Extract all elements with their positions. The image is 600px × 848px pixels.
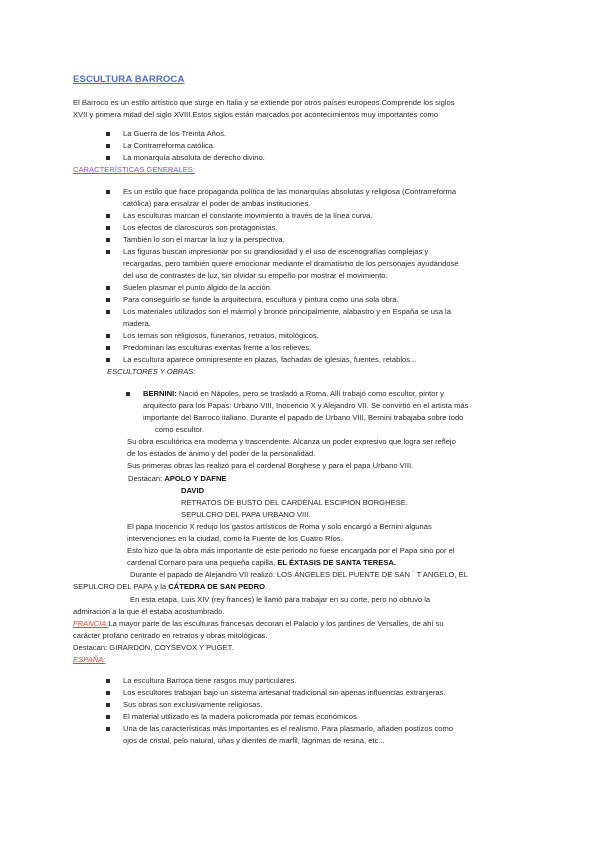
- bullet-icon: [106, 132, 110, 136]
- bernini-bio-line: como escultor.: [155, 425, 204, 434]
- bullet-icon: [106, 298, 110, 302]
- list-item: Los escultores trabajan bajo un sistema artesanal tradicional sin apenas influencias extranjeras.: [123, 688, 446, 697]
- list-item: El material utilizado es la madera policromada por temas económicos.: [123, 712, 359, 721]
- bernini-name: BERNINI:: [143, 389, 177, 398]
- bullet-icon: [106, 703, 110, 707]
- louis-line: En esta etapa, Luis XIV (rey francés) le llamó para trabajar en su corte, pero no obtuvo la: [130, 595, 431, 604]
- bullet-icon: [106, 334, 110, 338]
- cornaro-line: [127, 557, 396, 568]
- sculptors-heading: ESCULTORES Y OBRAS:: [107, 367, 196, 376]
- list-item: Las esculturas marcan el constante movimiento a través de la línea curva.: [123, 211, 373, 220]
- bullet-icon: [106, 679, 110, 683]
- bullet-icon: [106, 226, 110, 230]
- period: .: [265, 582, 268, 591]
- bernini-work-line: de los estados de ánimo y del poder de la personalidad.: [127, 449, 316, 458]
- bullet-icon: [106, 214, 110, 218]
- ecstasy-title: EL ÉXTASIS DE SANTA TERESA.: [277, 558, 397, 567]
- list-item: La escultura Barroca tiene rasgos muy particulares.: [123, 676, 297, 685]
- bernini-innocent-line: intervenciones en la ciudad, como la Fuente de los Cuatro Ríos.: [127, 534, 343, 543]
- list-item: Predominan las esculturas exentas frente a los relieves.: [123, 343, 312, 352]
- intro-line: El Barroco es un estilo artístico que surge en Italia y se extiende por otros países europeos.Comprende los siglos: [73, 98, 455, 107]
- highlight-label: Destacan:: [128, 474, 163, 483]
- france-text: La mayor parte de las esculturas francesas decoran el Palacio y los jardines de Versalles, de ahí su: [108, 619, 444, 628]
- france-heading[interactable]: FRANCIA:: [73, 619, 109, 628]
- bullet-icon: [106, 715, 110, 719]
- list-item: ojos de cristal, pelo natural, uñas y dientes de marfil, lágrimas de resina, etc...: [123, 736, 385, 745]
- list-item: Las figuras buscan impresionar por su grandiosidad y el uso de escenografías complejas y: [123, 247, 429, 256]
- list-item: Para conseguirlo se funde la arquitectura, escultura y pintura como una sola obra.: [123, 295, 399, 304]
- alexander-line: Durante el papado de Alejandro VII realizó: LOS ÁNGELES DEL PUENTE DE SAN ´ T ANGELO, EL: [130, 570, 468, 579]
- bullet-icon: [106, 144, 110, 148]
- list-item: La Guerra de los Treinta Años.: [123, 129, 226, 138]
- tomb-text: SEPULCRO DEL PAPA y la: [73, 582, 167, 591]
- work-title: SEPULCRO DEL PAPA URBANO VIII.: [181, 510, 311, 519]
- list-item: La escultura aparece omnipresente en plazas, fachadas de iglesias, fuentes, retablos...: [123, 355, 417, 364]
- list-item: Los materiales utilizados son el mármol y bronce principalmente, alabastro y en España se usa la: [123, 307, 451, 316]
- bernini-innocent-line: Esto hizo que la obra más importante de este periodo no fuese encargada por el Papa sino por el: [127, 546, 455, 555]
- list-item: Una de las características más importantes es el realismo. Para plasmarlo, añaden postizos como: [123, 724, 454, 733]
- bernini-entry: [143, 388, 444, 399]
- bernini-bio-line: Nació en Nápoles, pero se trasladó a Roma. Allí trabajó como escultor, pintor y: [178, 389, 444, 398]
- spain-heading[interactable]: ESPAÑA:: [73, 655, 106, 664]
- bullet-icon: [106, 727, 110, 731]
- list-item: Los efectos de claroscuros son protagonistas.: [123, 223, 278, 232]
- bullet-icon: [106, 286, 110, 290]
- bernini-work-line: Su obra escultórica era moderna y trascendente. Alcanza un poder expresivo que logra ser reflejo: [127, 437, 456, 446]
- list-item: Es un estilo que hace propaganda política de las monarquías absolutas y religiosa (Contrarreforma: [123, 187, 457, 196]
- list-item: También lo son el marcar la luz y la perspectiva.: [123, 235, 285, 244]
- document-title: ESCULTURA BARROCA: [73, 74, 185, 85]
- bernini-bio-line: arquitecto para los Papas: Urbano VIII, Inocencio X y Alejandro VII. Se convirtió en el artista más: [143, 401, 469, 410]
- work-title: RETRATOS DE BUSTO DEL CARDENAL ESCIPION BORGHESE.: [181, 498, 408, 507]
- bernini-bio-line: importante del Barroco italiano. Durante el papado de Urbano VIII, Bernini trabajaba sobre todo: [143, 413, 464, 422]
- highlight-line: [128, 473, 227, 484]
- cornaro-text: cardenal Cornaro para una pequeña capilla,: [127, 558, 276, 567]
- france-text: carácter profano centrado en retratos y obras mitológicas.: [73, 631, 268, 640]
- bullet-icon: [106, 310, 110, 314]
- work-title: APOLO Y DAFNE: [164, 474, 227, 483]
- bullet-icon: [106, 346, 110, 350]
- louis-line: admiración a la que él estaba acostumbrado.: [73, 607, 225, 616]
- list-item: madera.: [123, 319, 151, 328]
- bullet-icon: [106, 358, 110, 362]
- bullet-icon: [106, 250, 110, 254]
- general-heading[interactable]: CARACTERÍSTICAS GENERALES:: [73, 165, 195, 174]
- list-item: Sus obras son exclusivamente religiosas.: [123, 700, 263, 709]
- list-item: recargadas, pero también quiere emocionar mediante el dramatismo de los personajes ayudándose: [123, 259, 459, 268]
- bullet-icon: [106, 156, 110, 160]
- bullet-icon: [106, 190, 110, 194]
- bullet-icon: [126, 392, 130, 396]
- bernini-innocent-line: El papa Inocencio X redujo los gastos artísticos de Roma y solo encargó a Bernini algunas: [127, 522, 432, 531]
- list-item: La Contrarreforma católica.: [123, 141, 216, 150]
- france-text: Destacan: GIRARDON, COYSEVOX Y PUGET.: [73, 643, 234, 652]
- bullet-icon: [106, 691, 110, 695]
- cathedra-line: [73, 581, 267, 592]
- intro-line: XVII y primera mitad del siglo XVIII.Estos siglos están marcados por acontecimientos muy importantes como: [73, 110, 439, 119]
- bullet-icon: [106, 238, 110, 242]
- list-item: católica) para ensalzar el poder de ambas instituciones.: [123, 199, 311, 208]
- work-title: DAVID: [181, 486, 205, 495]
- list-item: La monarquía absoluta de derecho divino.: [123, 153, 265, 162]
- list-item: Suelen plasmar el punto álgido de la acción.: [123, 283, 273, 292]
- list-item: del uso de contrastes de luz, sin olvidar su empeño por mostrar el movimiento.: [123, 271, 388, 280]
- france-line: [73, 618, 444, 629]
- list-item: Los temas son religiosos, funerarios, retratos, mitológicos.: [123, 331, 319, 340]
- bernini-work-line: Sus primeras obras las realizó para el cardenal Borghese y para el papa Urbano VIII.: [127, 461, 414, 470]
- cathedra-title: CÁTEDRA DE SAN PEDRO: [168, 582, 266, 591]
